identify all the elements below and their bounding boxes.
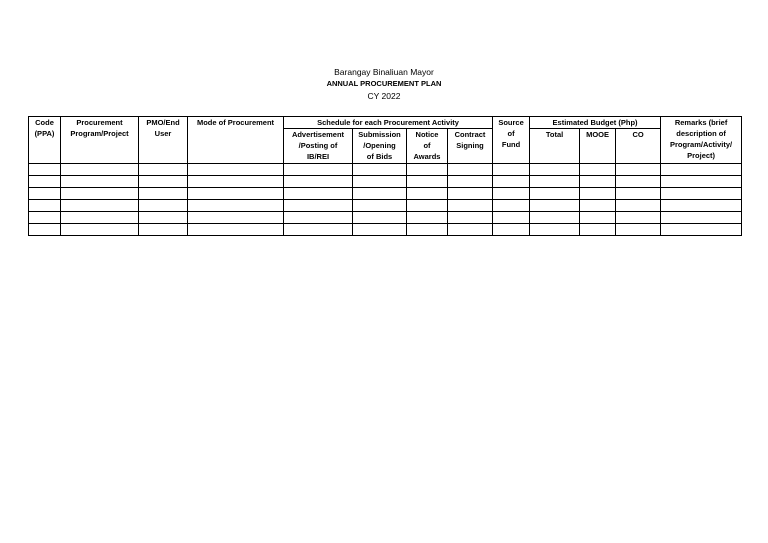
office-name: Barangay Binaliuan Mayor <box>334 67 434 77</box>
procurement-plan-table <box>28 116 742 236</box>
table-body <box>29 164 742 236</box>
table-row <box>29 224 742 236</box>
header-mode: Mode of Procurement <box>188 117 284 164</box>
header-contract: Contract Signing <box>448 129 493 164</box>
document-header <box>0 66 768 102</box>
header-remarks: Remarks (brief description of Program/Activity/ Project) <box>661 117 742 164</box>
header-advertisement: Advertisement /Posting of IB/REI <box>284 129 353 164</box>
header-mooe: MOOE <box>580 129 616 164</box>
header-source: Source of Fund <box>493 117 530 164</box>
table-row <box>29 176 742 188</box>
table-row <box>29 212 742 224</box>
document-title: ANNUAL PROCUREMENT PLAN <box>326 79 442 88</box>
table-row <box>29 188 742 200</box>
table-row <box>29 164 742 176</box>
header-submission: Submission /Opening of Bids <box>353 129 407 164</box>
header-budget: Estimated Budget (Php) <box>530 117 661 129</box>
header-program: Procurement Program/Project <box>61 117 139 164</box>
table-row <box>29 200 742 212</box>
fiscal-year: CY 2022 <box>367 91 401 101</box>
header-schedule: Schedule for each Procurement Activity <box>284 117 493 129</box>
header-total: Total <box>530 129 580 164</box>
header-notice: Notice of Awards <box>407 129 448 164</box>
header-co: CO <box>616 129 661 164</box>
header-pmo: PMO/End User <box>139 117 188 164</box>
header-code: Code (PPA) <box>29 117 61 164</box>
